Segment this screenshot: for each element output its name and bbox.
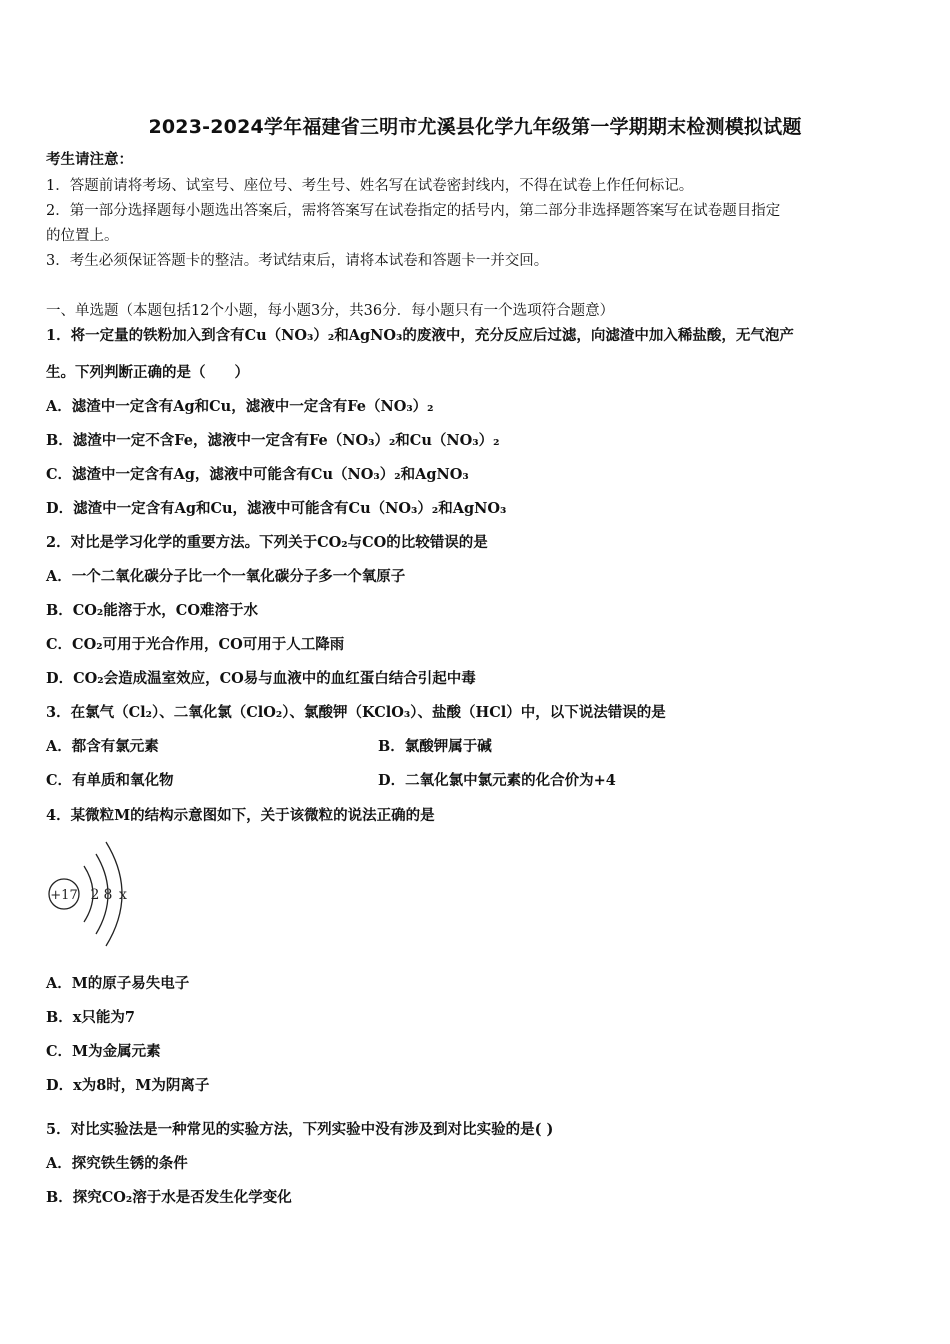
notice-item-3: 3．考生必须保证答题卡的整洁。考试结束后，请将本试卷和答题卡一并交回。 bbox=[46, 253, 549, 269]
notice-item-2-cont: 的位置上。 bbox=[46, 228, 119, 244]
question-4-option-b: B．x只能为7 bbox=[46, 1009, 135, 1026]
question-2-option-d: D．CO₂会造成温室效应，CO易与血液中的血红蛋白结合引起中毒 bbox=[46, 670, 476, 687]
exam-title: 2023-2024学年福建省三明市尤溪县化学九年级第一学期期末检测模拟试题 bbox=[148, 116, 802, 138]
notice-heading: 考生请注意： bbox=[46, 151, 133, 168]
notice-item-1: 1．答题前请将考场、试室号、座位号、考生号、姓名写在试卷密封线内，不得在试卷上作任何标记。 bbox=[46, 178, 694, 194]
question-1-stem-line1: 1．将一定量的铁粉加入到含有Cu（NO₃）₂和AgNO₃的废液中，充分反应后过滤，向滤渣中加入稀盐酸，无气泡产 bbox=[46, 327, 794, 344]
question-4-stem: 4．某微粒M的结构示意图如下，关于该微粒的说法正确的是 bbox=[46, 807, 435, 824]
nucleus-charge-label: +17 bbox=[50, 888, 78, 903]
shell-1-electrons: 2 bbox=[90, 887, 100, 903]
question-3-option-b: B．氯酸钾属于碱 bbox=[378, 738, 492, 755]
question-1-option-a: A．滤渣中一定含有Ag和Cu，滤液中一定含有Fe（NO₃）₂ bbox=[46, 398, 434, 415]
atom-structure-diagram bbox=[40, 836, 150, 956]
question-2-option-a: A．一个二氧化碳分子比一个一氧化碳分子多一个氧原子 bbox=[46, 568, 406, 585]
question-1-option-d: D．滤渣中一定含有Ag和Cu，滤液中可能含有Cu（NO₃）₂和AgNO₃ bbox=[46, 500, 507, 517]
question-5-option-a: A．探究铁生锈的条件 bbox=[46, 1155, 188, 1172]
question-3-option-a: A．都含有氯元素 bbox=[46, 738, 159, 755]
shell-3-electrons: x bbox=[119, 887, 127, 903]
shell-2-electrons: 8 bbox=[103, 887, 113, 903]
section-heading: 一、单选题（本题包括12个小题，每小题3分，共36分．每小题只有一个选项符合题意） bbox=[46, 303, 615, 319]
question-3-stem: 3．在氯气（Cl₂）、二氧化氯（ClO₂）、氯酸钾（KClO₃）、盐酸（HCl）中，以下说法错误的是 bbox=[46, 704, 666, 721]
question-4-option-c: C．M为金属元素 bbox=[46, 1043, 161, 1060]
question-1-option-b: B．滤渣中一定不含Fe，滤液中一定含有Fe（NO₃）₂和Cu（NO₃）₂ bbox=[46, 432, 500, 449]
question-5-option-b: B．探究CO₂溶于水是否发生化学变化 bbox=[46, 1189, 292, 1206]
question-2-option-c: C．CO₂可用于光合作用，CO可用于人工降雨 bbox=[46, 636, 345, 653]
question-3-option-d: D．二氧化氯中氯元素的化合价为+4 bbox=[378, 772, 616, 789]
question-1-option-c: C．滤渣中一定含有Ag，滤液中可能含有Cu（NO₃）₂和AgNO₃ bbox=[46, 466, 469, 483]
question-2-option-b: B．CO₂能溶于水，CO难溶于水 bbox=[46, 602, 258, 619]
question-2-stem: 2．对比是学习化学的重要方法。下列关于CO₂与CO的比较错误的是 bbox=[46, 534, 488, 551]
notice-item-2: 2．第一部分选择题每小题选出答案后，需将答案写在试卷指定的括号内，第二部分非选择题答案写在试卷题目指定 bbox=[46, 203, 781, 219]
question-1-stem-line2: 生。下列判断正确的是（ ） bbox=[46, 364, 249, 381]
question-4-option-a: A．M的原子易失电子 bbox=[46, 975, 190, 992]
question-5-stem: 5．对比实验法是一种常见的实验方法，下列实验中没有涉及到对比实验的是( ) bbox=[46, 1121, 554, 1138]
question-3-option-c: C．有单质和氧化物 bbox=[46, 772, 174, 789]
question-4-option-d: D．x为8时，M为阴离子 bbox=[46, 1077, 210, 1094]
